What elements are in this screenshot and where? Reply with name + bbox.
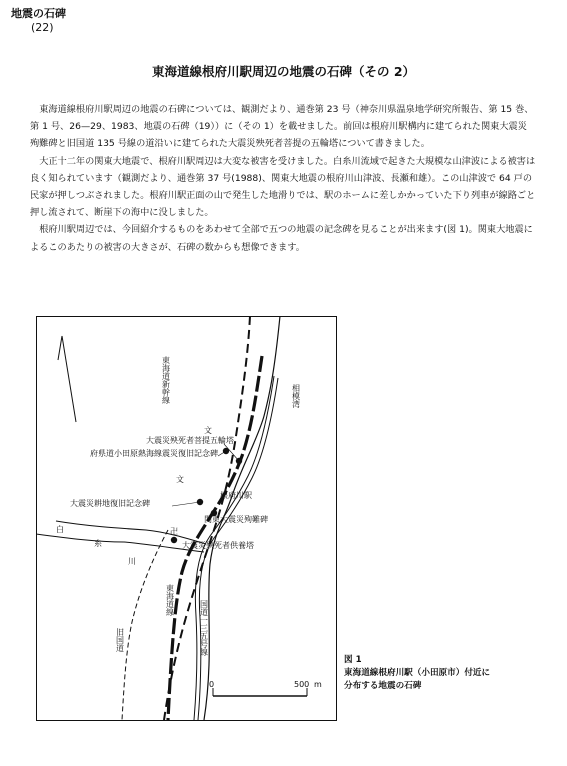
label-river-kawa: 川 — [128, 557, 136, 566]
figure-map — [36, 316, 337, 721]
label-route135: 国道一三五号線 — [199, 600, 209, 656]
label-river-ito: 糸 — [94, 539, 102, 548]
label-station: 根府川駅 — [220, 491, 252, 500]
label-old-road: 旧国道 — [115, 628, 125, 652]
article-title: 東海道線根府川駅周辺の地震の石碑（その 2） — [151, 64, 416, 79]
temple-icon: 卍 — [170, 527, 178, 536]
page-header — [11, 7, 66, 35]
scale-unit: m — [314, 680, 322, 689]
scale-500: 500 — [294, 680, 310, 689]
paragraph-2: 大正十二年の関東大地震で、根府川駅周辺は大変な被害を受けました。白糸川流域で起きた大規模な山津波による被害は良く知られています（観測だより、通巻第 37 号(1988)、関東大地震の根府川山津波、長瀬和雄）。この山津波で 64 戸の民家が押しつぶされました。根府川駅正面の山で発生した地滑りでは、駅のホームに差しかかっていた下り列車が線路ごと押し流されて、断崖下の海中に没しました。 — [30, 155, 536, 219]
marker-kuyoto — [171, 537, 177, 543]
series-number: (22) — [31, 21, 54, 34]
paragraph-3: 根府川駅周辺では、今回紹介するものをあわせて全部で五つの地震の記念碑を見ることが出来ます(図 1)。関東大地震によるこのあたりの被害の大きさが、石碑の数からも想像できます。 — [30, 224, 533, 253]
caption-line-2: 分布する地震の石碑 — [344, 681, 422, 691]
map-frame — [37, 317, 337, 721]
label-river-shiro: 白 — [56, 525, 64, 534]
label-tokaido-line: 東海道線 — [165, 584, 175, 616]
article-body — [30, 101, 536, 256]
figure-caption — [344, 654, 490, 693]
scale-0: 0 — [209, 680, 215, 689]
paragraph-1: 東海道線根府川駅周辺の地震の石碑については、観測だより、通巻第 23 号（神奈川県温泉地学研究所報告、第 15 巻、第 1 号、26—29、1983、地震の石碑（19））に（その 1）を載せました。前回は根府川駅構内に建てられた関東大震災殉難碑と旧国道 135 号線の道沿いに建てられた大震災殃死者菩提の五輪塔について書きました。 — [30, 104, 534, 150]
series-title: 地震の石碑 — [11, 7, 66, 20]
shrine-icon: 文 — [204, 426, 212, 435]
caption-line-1: 東海道線根府川駅（小田原市）付近に — [344, 668, 491, 678]
label-sagami-bay: 相模湾 — [291, 384, 301, 408]
map-svg — [36, 316, 337, 721]
label-gorinto: 大震災殃死者菩提五輪塔 — [146, 436, 234, 445]
label-shinkansen: 東海道新幹線 — [161, 356, 171, 404]
label-fukko: 府県道小田原熱海線震災復旧記念碑 — [90, 449, 218, 458]
shrine-icon-2: 文 — [176, 475, 184, 484]
north-arrow-icon — [58, 336, 76, 422]
label-kuyoto: 大震災殃死者供養塔 — [182, 541, 254, 550]
label-junnan: 関東大震災殉難碑 — [204, 515, 268, 524]
scale-bar — [209, 680, 322, 696]
label-kosaku: 大震災耕地復旧記念碑 — [70, 499, 150, 508]
caption-fig: 図 1 — [344, 655, 362, 665]
